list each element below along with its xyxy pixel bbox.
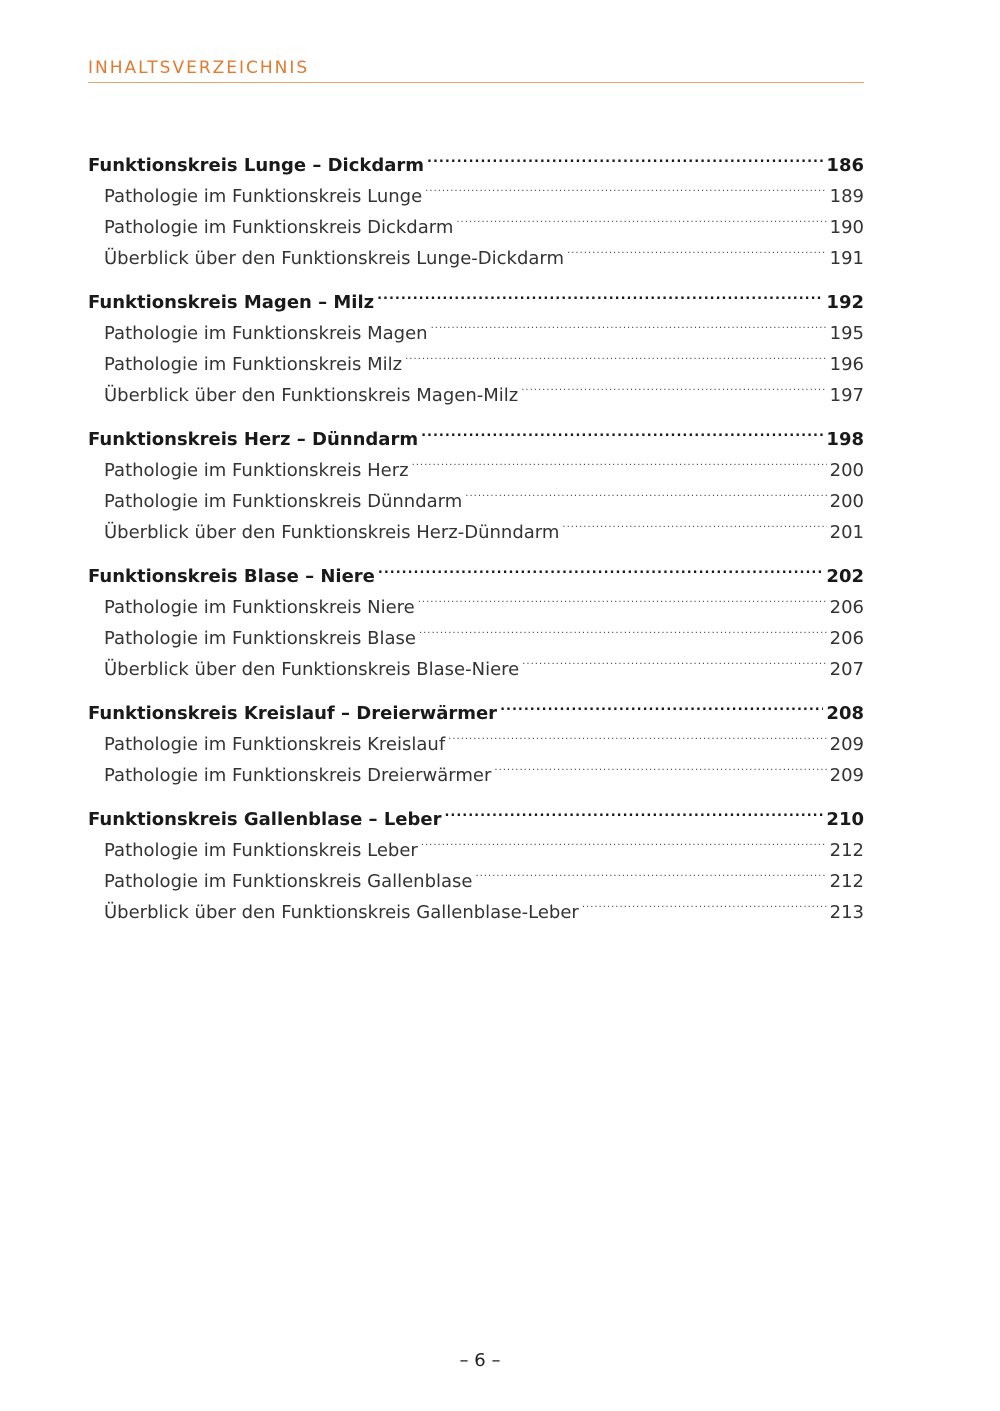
toc-dot-leader [421, 414, 823, 445]
toc-entry-page: 200 [829, 460, 864, 481]
toc-entry-page: 200 [829, 491, 864, 512]
toc-entry-title: Überblick über den Funktionskreis Gallenblase-Leber [104, 902, 579, 923]
toc-entry-title: Pathologie im Funktionskreis Dickdarm [104, 217, 454, 238]
table-of-contents [88, 140, 864, 931]
toc-entry-title: Überblick über den Funktionskreis Herz-Dünndarm [104, 522, 560, 543]
toc-entry-page: 201 [829, 522, 864, 543]
toc-chapter-title: Funktionskreis Magen – Milz [88, 292, 375, 313]
toc-chapter-row[interactable] [88, 688, 864, 724]
toc-entry-title: Pathologie im Funktionskreis Dreierwärmer [104, 765, 492, 786]
toc-chapter-title: Funktionskreis Kreislauf – Dreierwärmer [88, 703, 498, 724]
toc-section [88, 794, 864, 923]
toc-entry-title: Pathologie im Funktionskreis Magen [104, 323, 428, 344]
toc-chapter-page: 186 [826, 155, 864, 176]
toc-section [88, 551, 864, 680]
running-header-title: INHALTSVERZEICHNIS [88, 58, 310, 78]
toc-entry-page: 212 [829, 871, 864, 892]
toc-dot-leader [412, 445, 827, 476]
toc-section [88, 414, 864, 543]
toc-chapter-title: Funktionskreis Gallenblase – Leber [88, 809, 442, 830]
toc-chapter-page: 202 [826, 566, 864, 587]
toc-entry-page: 196 [829, 354, 864, 375]
toc-entry-page: 189 [829, 186, 864, 207]
toc-entry-title: Pathologie im Funktionskreis Dünndarm [104, 491, 463, 512]
toc-entry-page: 195 [829, 323, 864, 344]
toc-dot-leader [448, 719, 826, 750]
toc-dot-leader [418, 582, 827, 613]
toc-chapter-row[interactable] [88, 277, 864, 313]
toc-dot-leader [427, 140, 823, 171]
toc-entry-title: Überblick über den Funktionskreis Lunge-Dickdarm [104, 248, 565, 269]
toc-entry-title: Pathologie im Funktionskreis Blase [104, 628, 416, 649]
toc-entry-page: 206 [829, 597, 864, 618]
toc-dot-leader [431, 308, 827, 339]
toc-dot-leader [522, 644, 826, 675]
toc-dot-leader [444, 794, 823, 825]
toc-entry-title: Pathologie im Funktionskreis Leber [104, 840, 418, 861]
page-number: – 6 – [459, 1350, 501, 1371]
toc-chapter-page: 210 [826, 809, 864, 830]
toc-chapter-row[interactable] [88, 794, 864, 830]
toc-entry-page: 190 [829, 217, 864, 238]
toc-dot-leader [421, 825, 827, 856]
toc-dot-leader [456, 202, 826, 233]
toc-entry-title: Pathologie im Funktionskreis Milz [104, 354, 403, 375]
toc-entry-title: Überblick über den Funktionskreis Blase-Niere [104, 659, 520, 680]
toc-entry-page: 213 [829, 902, 864, 923]
toc-dot-leader [500, 688, 823, 719]
toc-dot-leader [476, 856, 827, 887]
toc-section [88, 140, 864, 269]
toc-dot-leader [582, 887, 827, 918]
toc-chapter-page: 208 [826, 703, 864, 724]
toc-entry-title: Pathologie im Funktionskreis Niere [104, 597, 415, 618]
toc-entry-title: Überblick über den Funktionskreis Magen-Milz [104, 385, 519, 406]
toc-chapter-title: Funktionskreis Blase – Niere [88, 566, 375, 587]
toc-entry-title: Pathologie im Funktionskreis Gallenblase [104, 871, 473, 892]
toc-dot-leader [465, 476, 826, 507]
toc-entry-title: Pathologie im Funktionskreis Lunge [104, 186, 423, 207]
toc-chapter-row[interactable] [88, 414, 864, 450]
toc-chapter-row[interactable] [88, 551, 864, 587]
toc-section [88, 277, 864, 406]
toc-dot-leader [521, 370, 826, 401]
toc-chapter-title: Funktionskreis Herz – Dünndarm [88, 429, 419, 450]
toc-entry-title: Pathologie im Funktionskreis Herz [104, 460, 409, 481]
toc-chapter-row[interactable] [88, 140, 864, 176]
toc-dot-leader [562, 507, 826, 538]
toc-dot-leader [494, 750, 826, 781]
running-header [88, 58, 864, 83]
toc-entry-title: Pathologie im Funktionskreis Kreislauf [104, 734, 446, 755]
toc-chapter-title: Funktionskreis Lunge – Dickdarm [88, 155, 425, 176]
toc-dot-leader [567, 233, 827, 264]
toc-dot-leader [425, 171, 826, 202]
toc-entry-page: 207 [829, 659, 864, 680]
toc-entry-page: 209 [829, 734, 864, 755]
toc-dot-leader [378, 551, 824, 582]
toc-entry-page: 212 [829, 840, 864, 861]
toc-section [88, 688, 864, 786]
toc-entry-page: 206 [829, 628, 864, 649]
toc-entry-page: 197 [829, 385, 864, 406]
toc-entry-page: 209 [829, 765, 864, 786]
toc-dot-leader [419, 613, 827, 644]
toc-chapter-page: 198 [826, 429, 864, 450]
toc-entry-page: 191 [829, 248, 864, 269]
toc-dot-leader [377, 277, 823, 308]
toc-chapter-page: 192 [826, 292, 864, 313]
toc-dot-leader [405, 339, 827, 370]
